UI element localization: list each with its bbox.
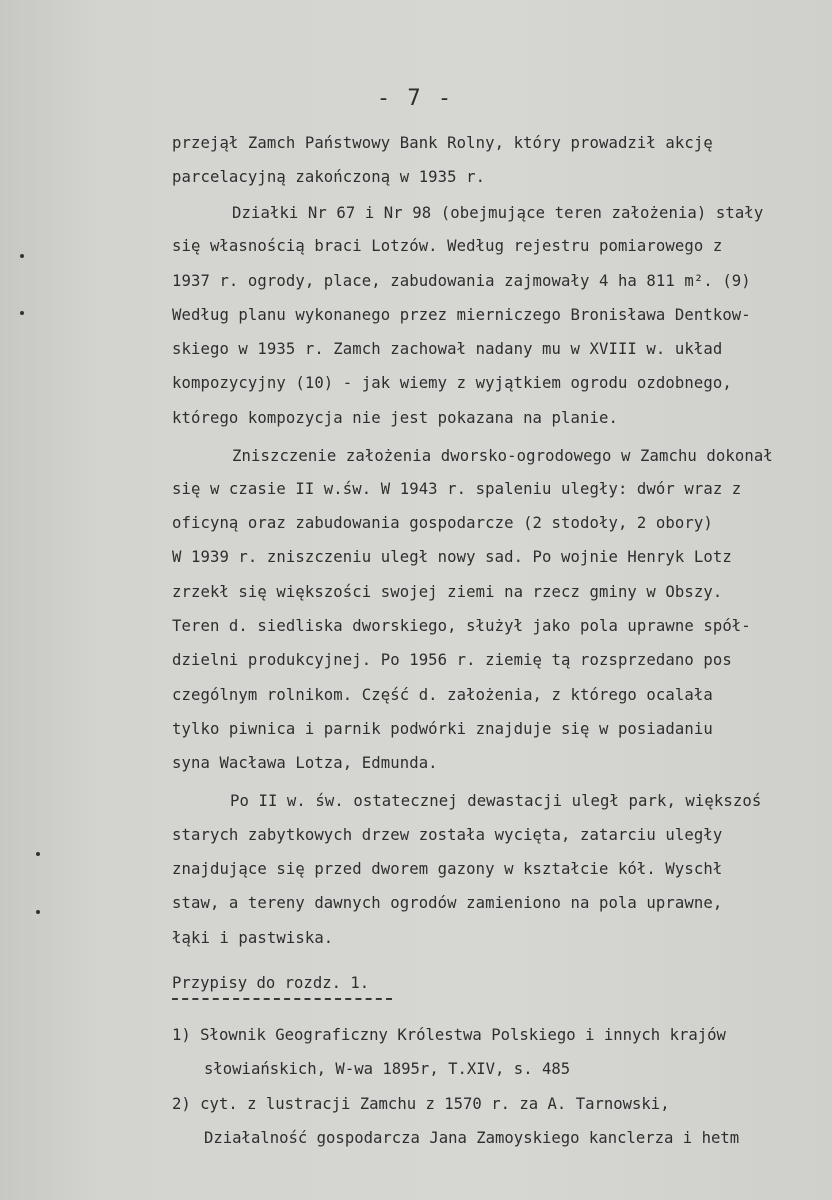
page-number: - 7 - bbox=[376, 86, 454, 111]
text-line: parcelacyjną zakończoną w 1935 r. bbox=[172, 168, 486, 186]
text-line: łąki i pastwiska. bbox=[172, 929, 334, 947]
footnote-item: słowiańskich, W-wa 1895r, T.XIV, s. 485 bbox=[204, 1060, 571, 1078]
footnotes-title: Przypisy do rozdz. 1. bbox=[172, 974, 370, 992]
text-line: Teren d. siedliska dworskiego, służył jako pola uprawne spół- bbox=[172, 617, 751, 635]
text-line: którego kompozycja nie jest pokazana na planie. bbox=[172, 409, 618, 427]
scan-mark bbox=[36, 910, 40, 914]
scan-mark bbox=[20, 311, 24, 315]
footnote-item: 2) cyt. z lustracji Zamchu z 1570 r. za A. Tarnowski, bbox=[172, 1095, 670, 1113]
text-line: skiego w 1935 r. Zamch zachował nadany mu w XVIII w. układ bbox=[172, 340, 723, 358]
text-line: Według planu wykonanego przez mierniczego Bronisława Dentkow- bbox=[172, 306, 751, 324]
text-line: dzielni produkcyjnej. Po 1956 r. ziemię tą rozsprzedano pos bbox=[172, 651, 732, 669]
scan-mark bbox=[20, 254, 24, 258]
footnote-item: 1) Słownik Geograficzny Królestwa Polskiego i innych krajów bbox=[172, 1026, 726, 1044]
text-line: się własnością braci Lotzów. Według rejestru pomiarowego z bbox=[172, 237, 723, 255]
text-line: się w czasie II w.św. W 1943 r. spaleniu uległy: dwór wraz z bbox=[172, 480, 742, 498]
text-line: czególnym rolnikom. Część d. założenia, z którego ocalała bbox=[172, 686, 713, 704]
text-line: kompozycyjny (10) - jak wiemy z wyjątkiem ogrodu ozdobnego, bbox=[172, 374, 732, 392]
scan-mark bbox=[36, 852, 40, 856]
text-line: Po II w. św. ostatecznej dewastacji uległ park, większoś bbox=[230, 792, 762, 810]
text-line: syna Wacława Lotza, Edmunda. bbox=[172, 754, 438, 772]
text-line: oficyną oraz zabudowania gospodarcze (2 stodoły, 2 obory) bbox=[172, 514, 713, 532]
footnote-item: Działalność gospodarcza Jana Zamoyskiego kanclerza i hetm bbox=[204, 1129, 740, 1147]
text-line: przejął Zamch Państwowy Bank Rolny, który prowadził akcję bbox=[172, 134, 713, 152]
text-line: tylko piwnica i parnik podwórki znajduje się w posiadaniu bbox=[172, 720, 713, 738]
text-line: zrzekł się większości swojej ziemi na rzecz gminy w Obszy. bbox=[172, 583, 723, 601]
text-line: starych zabytkowych drzew została wycięta, zatarciu uległy bbox=[172, 826, 723, 844]
text-line: W 1939 r. zniszczeniu uległ nowy sad. Po wojnie Henryk Lotz bbox=[172, 548, 732, 566]
text-line: Działki Nr 67 i Nr 98 (obejmujące teren założenia) stały bbox=[232, 204, 764, 222]
text-line: Zniszczenie założenia dworsko-ogrodowego w Zamchu dokonał bbox=[232, 447, 773, 465]
text-line: staw, a tereny dawnych ogrodów zamieniono na pola uprawne, bbox=[172, 894, 723, 912]
footnotes-divider bbox=[172, 998, 392, 1000]
text-line: 1937 r. ogrody, place, zabudowania zajmowały 4 ha 811 m². (9) bbox=[172, 272, 751, 290]
text-line: znajdujące się przed dworem gazony w kształcie kół. Wyschł bbox=[172, 860, 723, 878]
